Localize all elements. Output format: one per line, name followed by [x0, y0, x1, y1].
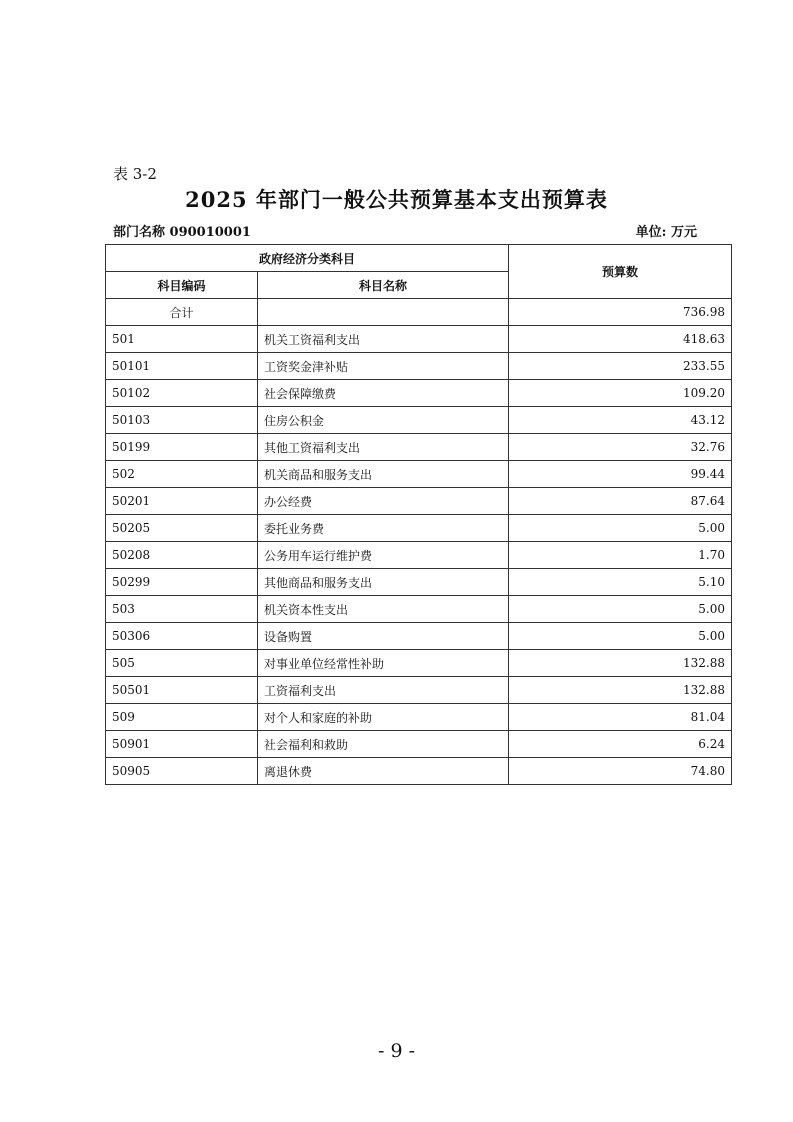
row-code: 50101	[106, 353, 258, 380]
table-row	[106, 542, 732, 569]
row-code: 50306	[106, 623, 258, 650]
page-number: - 9 -	[377, 1040, 415, 1062]
row-code: 50299	[106, 569, 258, 596]
code-header: 科目编码	[106, 272, 258, 299]
row-code: 50208	[106, 542, 258, 569]
meta-row	[113, 221, 697, 240]
total-label: 合计	[106, 299, 258, 326]
row-amount: 132.88	[509, 650, 732, 677]
row-name: 社会保障缴费	[258, 380, 509, 407]
row-code: 50501	[106, 677, 258, 704]
row-name: 住房公积金	[258, 407, 509, 434]
table-row	[106, 596, 732, 623]
name-header: 科目名称	[258, 272, 509, 299]
row-name: 机关商品和服务支出	[258, 461, 509, 488]
row-amount: 43.12	[509, 407, 732, 434]
row-code: 50199	[106, 434, 258, 461]
table-row	[106, 326, 732, 353]
row-code: 509	[106, 704, 258, 731]
row-code: 50905	[106, 758, 258, 785]
unit-label: 单位: 万元	[635, 225, 697, 240]
table-header-row	[106, 245, 732, 272]
row-amount: 5.00	[509, 515, 732, 542]
row-code: 505	[106, 650, 258, 677]
row-name: 设备购置	[258, 623, 509, 650]
row-code: 50102	[106, 380, 258, 407]
row-name: 工资奖金津补贴	[258, 353, 509, 380]
table-row	[106, 758, 732, 785]
row-code: 502	[106, 461, 258, 488]
row-amount: 6.24	[509, 731, 732, 758]
row-amount: 132.88	[509, 677, 732, 704]
department-label: 部门名称 090010001	[113, 225, 251, 240]
row-name: 机关工资福利支出	[258, 326, 509, 353]
row-name: 社会福利和救助	[258, 731, 509, 758]
table-row	[106, 623, 732, 650]
row-amount: 74.80	[509, 758, 732, 785]
row-name: 对事业单位经常性补助	[258, 650, 509, 677]
row-code: 50205	[106, 515, 258, 542]
row-name: 工资福利支出	[258, 677, 509, 704]
table-row	[106, 677, 732, 704]
row-code: 503	[106, 596, 258, 623]
table-row	[106, 569, 732, 596]
row-amount: 233.55	[509, 353, 732, 380]
row-amount: 81.04	[509, 704, 732, 731]
table-row	[106, 407, 732, 434]
total-row	[106, 299, 732, 326]
row-code: 50201	[106, 488, 258, 515]
budget-table	[105, 244, 732, 785]
row-amount: 1.70	[509, 542, 732, 569]
row-name: 其他商品和服务支出	[258, 569, 509, 596]
table-row	[106, 380, 732, 407]
total-amount: 736.98	[509, 299, 732, 326]
row-code: 50901	[106, 731, 258, 758]
table-row	[106, 488, 732, 515]
row-amount: 5.10	[509, 569, 732, 596]
row-amount: 5.00	[509, 596, 732, 623]
row-name: 离退休费	[258, 758, 509, 785]
row-name: 公务用车运行维护费	[258, 542, 509, 569]
row-amount: 99.44	[509, 461, 732, 488]
amount-header: 预算数	[509, 245, 732, 299]
table-row	[106, 353, 732, 380]
row-name: 其他工资福利支出	[258, 434, 509, 461]
table-row	[106, 515, 732, 542]
table-row	[106, 461, 732, 488]
row-amount: 5.00	[509, 623, 732, 650]
row-name: 对个人和家庭的补助	[258, 704, 509, 731]
table-row	[106, 650, 732, 677]
row-name: 办公经费	[258, 488, 509, 515]
row-amount: 87.64	[509, 488, 732, 515]
table-number-label: 表 3-2	[113, 165, 157, 183]
row-code: 50103	[106, 407, 258, 434]
row-name: 委托业务费	[258, 515, 509, 542]
total-name	[258, 299, 509, 326]
document-title: 2025 年部门一般公共预算基本支出预算表	[185, 187, 608, 212]
table-row	[106, 434, 732, 461]
table-row	[106, 731, 732, 758]
table-row	[106, 704, 732, 731]
row-name: 机关资本性支出	[258, 596, 509, 623]
row-amount: 418.63	[509, 326, 732, 353]
table-body	[106, 299, 732, 785]
row-amount: 32.76	[509, 434, 732, 461]
row-code: 501	[106, 326, 258, 353]
group-header: 政府经济分类科目	[106, 245, 509, 272]
row-amount: 109.20	[509, 380, 732, 407]
